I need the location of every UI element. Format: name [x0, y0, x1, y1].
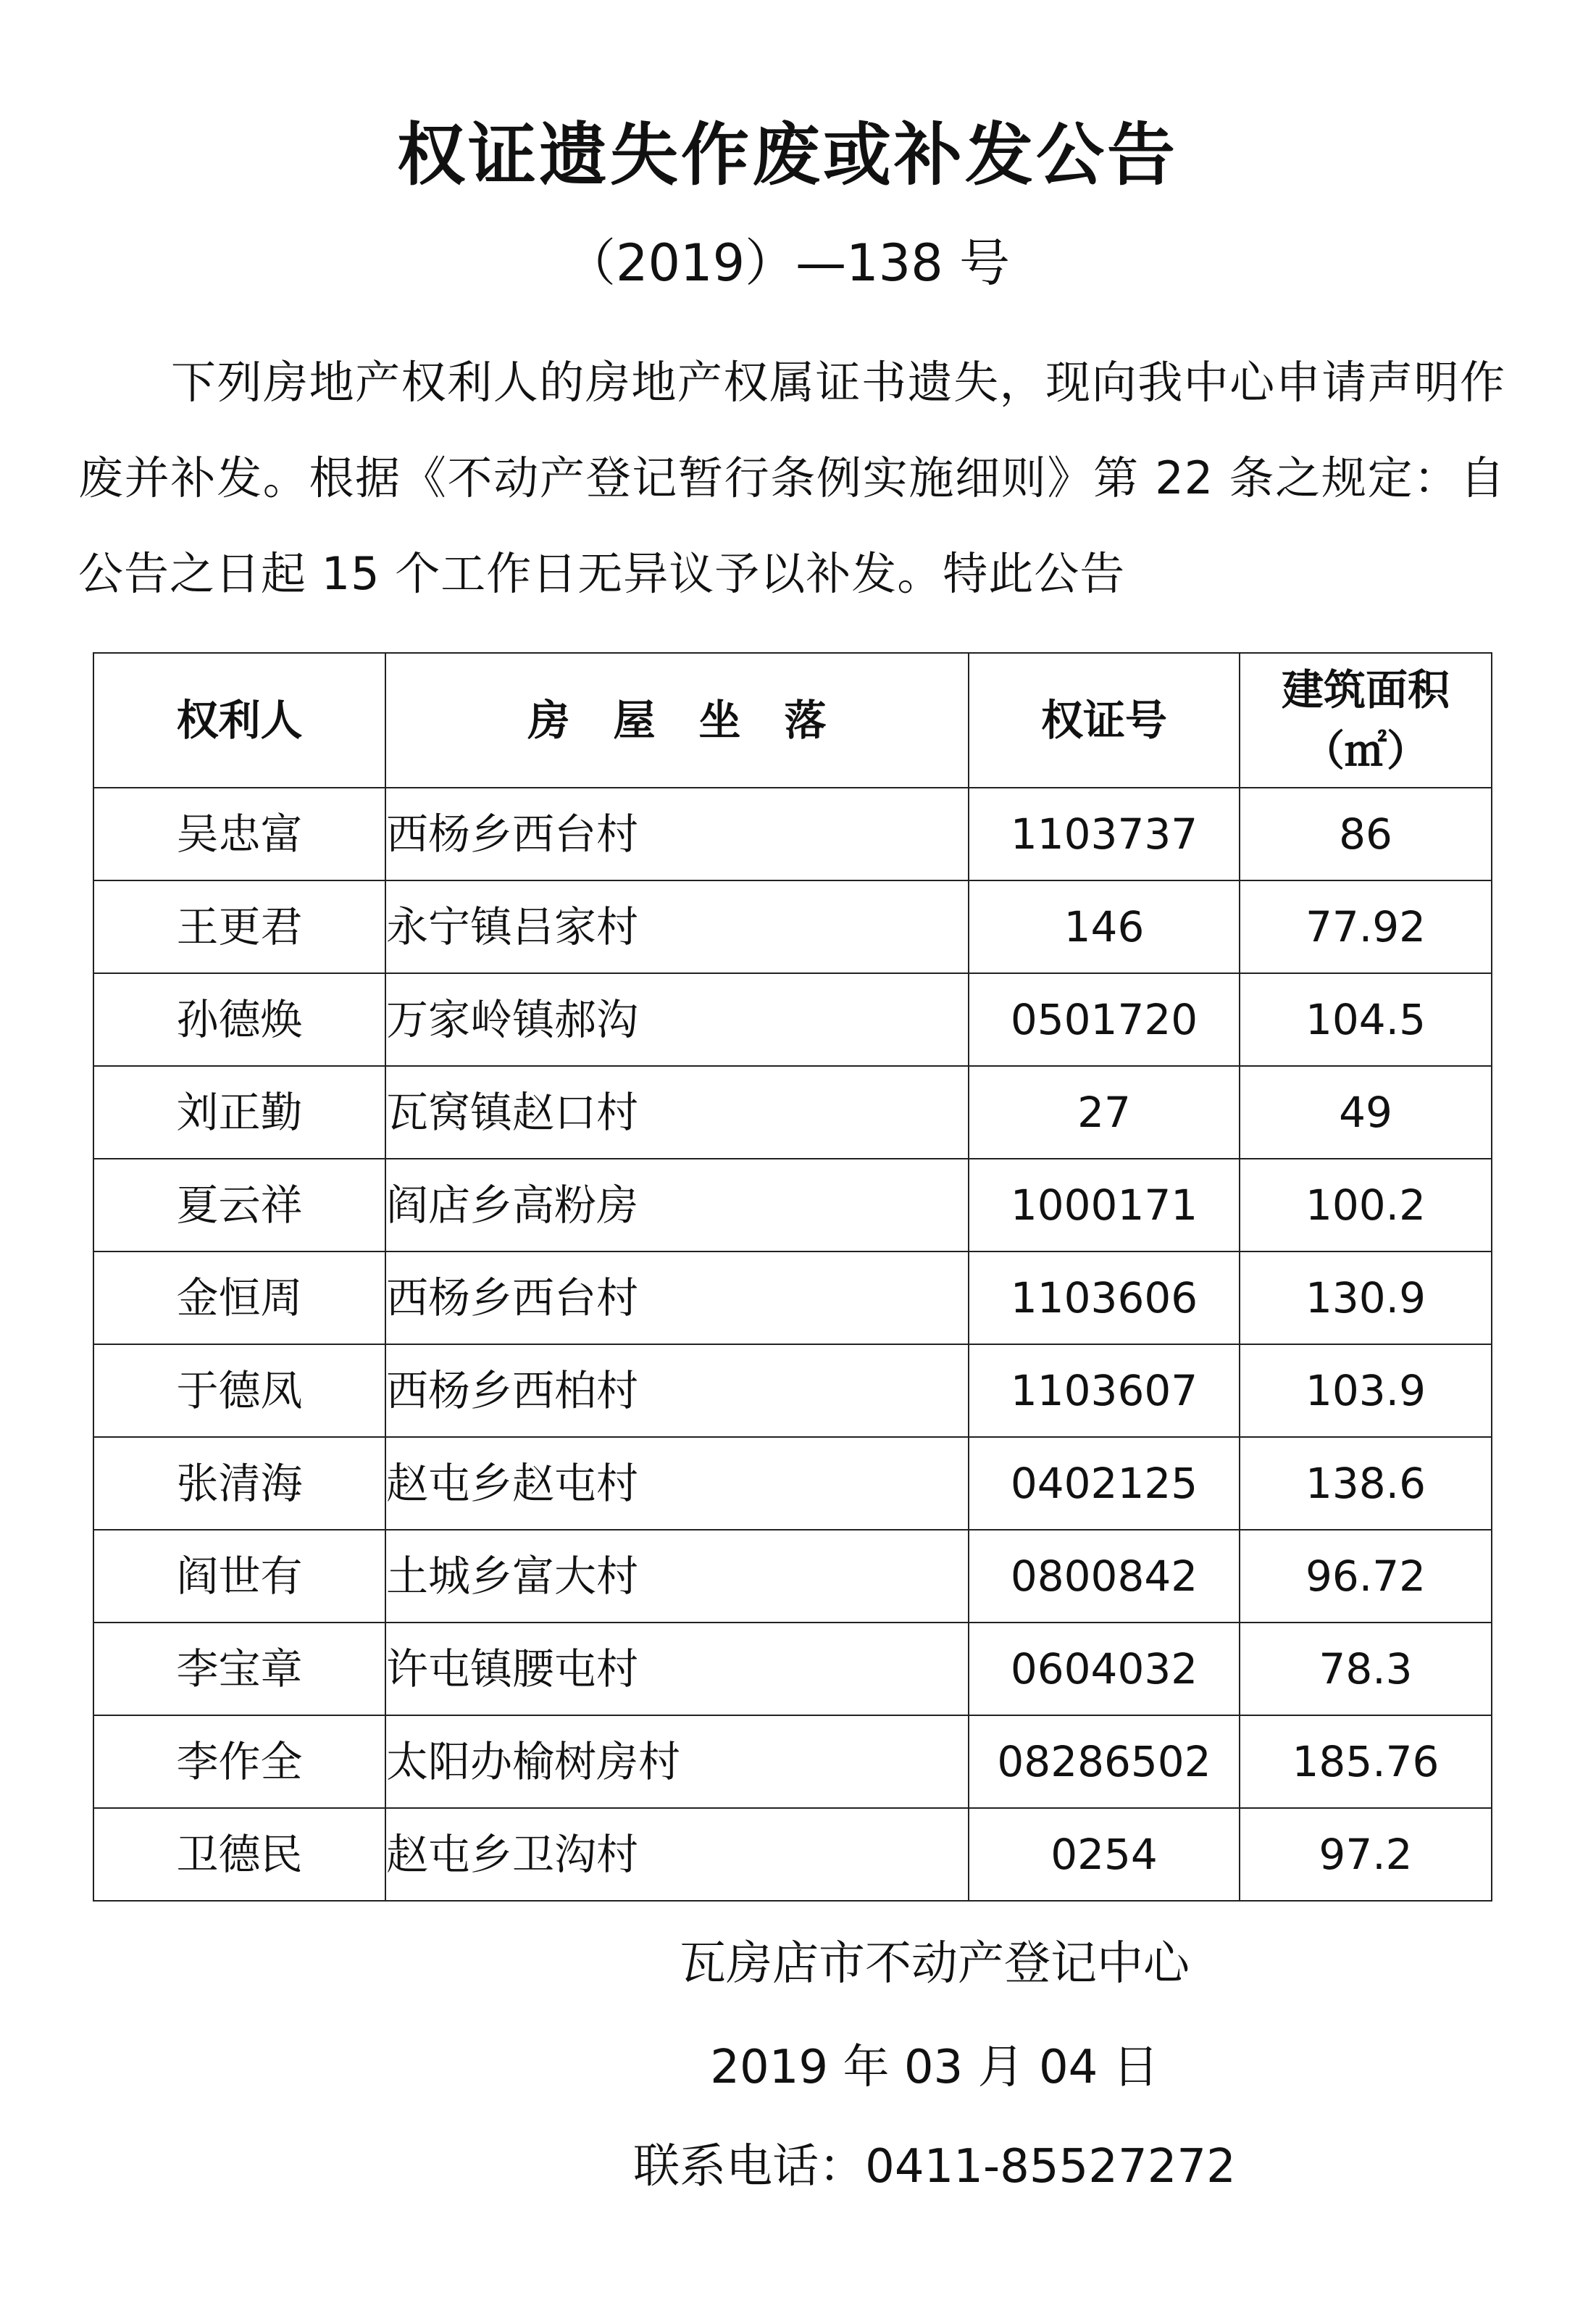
location-cell: 赵屯乡赵屯村 — [385, 1437, 969, 1530]
area-cell: 103.9 — [1240, 1344, 1492, 1437]
header-location: 房屋坐落 — [385, 653, 969, 788]
table-row — [93, 788, 1492, 880]
notice-title: 权证遗失作废或补发公告 — [396, 116, 1178, 195]
owner-cell: 李宝章 — [93, 1623, 385, 1715]
location-cell: 永宁镇吕家村 — [385, 880, 969, 973]
notice-number: （2019）—138 号 — [564, 233, 1010, 293]
table-row — [93, 1251, 1492, 1344]
header-area — [1240, 653, 1492, 788]
area-cell: 138.6 — [1240, 1437, 1492, 1530]
owner-cell: 李作全 — [93, 1715, 385, 1808]
notice-intro: 下列房地产权利人的房地产权属证书遗失，现向我中心申请声明作废并补发。根据《不动产登记暂行条例实施细则》第 22 条之规定：自公告之日起 15 个工作日无异议予以补发。特此公告 — [78, 356, 1505, 600]
table-row — [93, 973, 1492, 1066]
location-cell: 太阳办榆树房村 — [385, 1715, 969, 1808]
owner-cell: 吴忠富 — [93, 788, 385, 880]
owner-cell: 卫德民 — [93, 1808, 385, 1901]
owner-cell: 金恒周 — [93, 1251, 385, 1344]
location-cell: 西杨乡西台村 — [385, 788, 969, 880]
header-owner: 权利人 — [93, 653, 385, 788]
table-row — [93, 1344, 1492, 1437]
cert-no-cell: 146 — [969, 880, 1240, 973]
cert-no-cell: 08286502 — [969, 1715, 1240, 1808]
area-cell: 49 — [1240, 1066, 1492, 1159]
cert-no-cell: 0402125 — [969, 1437, 1240, 1530]
location-cell: 西杨乡西台村 — [385, 1251, 969, 1344]
location-cell: 瓦窝镇赵口村 — [385, 1066, 969, 1159]
table-row — [93, 1623, 1492, 1715]
table-row — [93, 1066, 1492, 1159]
owner-cell: 阎世有 — [93, 1530, 385, 1623]
area-cell: 185.76 — [1240, 1715, 1492, 1808]
cert-no-cell: 1103607 — [969, 1344, 1240, 1437]
records-table — [93, 652, 1492, 1902]
header-area-unit: （㎡） — [1302, 726, 1429, 775]
contact-phone: 联系电话：0411-85527272 — [633, 2140, 1236, 2194]
owner-cell: 夏云祥 — [93, 1159, 385, 1251]
header-cert-no: 权证号 — [969, 653, 1240, 788]
area-cell: 77.92 — [1240, 880, 1492, 973]
table-row — [93, 1159, 1492, 1251]
owner-cell: 王更君 — [93, 880, 385, 973]
table-row — [93, 1715, 1492, 1808]
cert-no-cell: 0604032 — [969, 1623, 1240, 1715]
owner-cell: 刘正勤 — [93, 1066, 385, 1159]
location-cell: 万家岭镇郝沟 — [385, 973, 969, 1066]
table-row — [93, 1808, 1492, 1901]
area-cell: 86 — [1240, 788, 1492, 880]
cert-no-cell: 1000171 — [969, 1159, 1240, 1251]
header-area-label: 建筑面积 — [1281, 665, 1450, 715]
table-row — [93, 1437, 1492, 1530]
cert-no-cell: 1103737 — [969, 788, 1240, 880]
issue-date: 2019 年 03 月 04 日 — [710, 2041, 1159, 2094]
area-cell: 100.2 — [1240, 1159, 1492, 1251]
area-cell: 97.2 — [1240, 1808, 1492, 1901]
area-cell: 104.5 — [1240, 973, 1492, 1066]
cert-no-cell: 1103606 — [969, 1251, 1240, 1344]
issuer-name: 瓦房店市不动产登记中心 — [680, 1937, 1190, 1991]
location-cell: 土城乡富大村 — [385, 1530, 969, 1623]
owner-cell: 于德凤 — [93, 1344, 385, 1437]
area-cell: 78.3 — [1240, 1623, 1492, 1715]
table-row — [93, 1530, 1492, 1623]
owner-cell: 孙德焕 — [93, 973, 385, 1066]
cert-no-cell: 0501720 — [969, 973, 1240, 1066]
location-cell: 阎店乡高粉房 — [385, 1159, 969, 1251]
location-cell: 西杨乡西柏村 — [385, 1344, 969, 1437]
area-cell: 96.72 — [1240, 1530, 1492, 1623]
cert-no-cell: 0254 — [969, 1808, 1240, 1901]
cert-no-cell: 27 — [969, 1066, 1240, 1159]
table-header-row — [93, 653, 1492, 788]
location-cell: 许屯镇腰屯村 — [385, 1623, 969, 1715]
cert-no-cell: 0800842 — [969, 1530, 1240, 1623]
table-row — [93, 880, 1492, 973]
location-cell: 赵屯乡卫沟村 — [385, 1808, 969, 1901]
area-cell: 130.9 — [1240, 1251, 1492, 1344]
owner-cell: 张清海 — [93, 1437, 385, 1530]
